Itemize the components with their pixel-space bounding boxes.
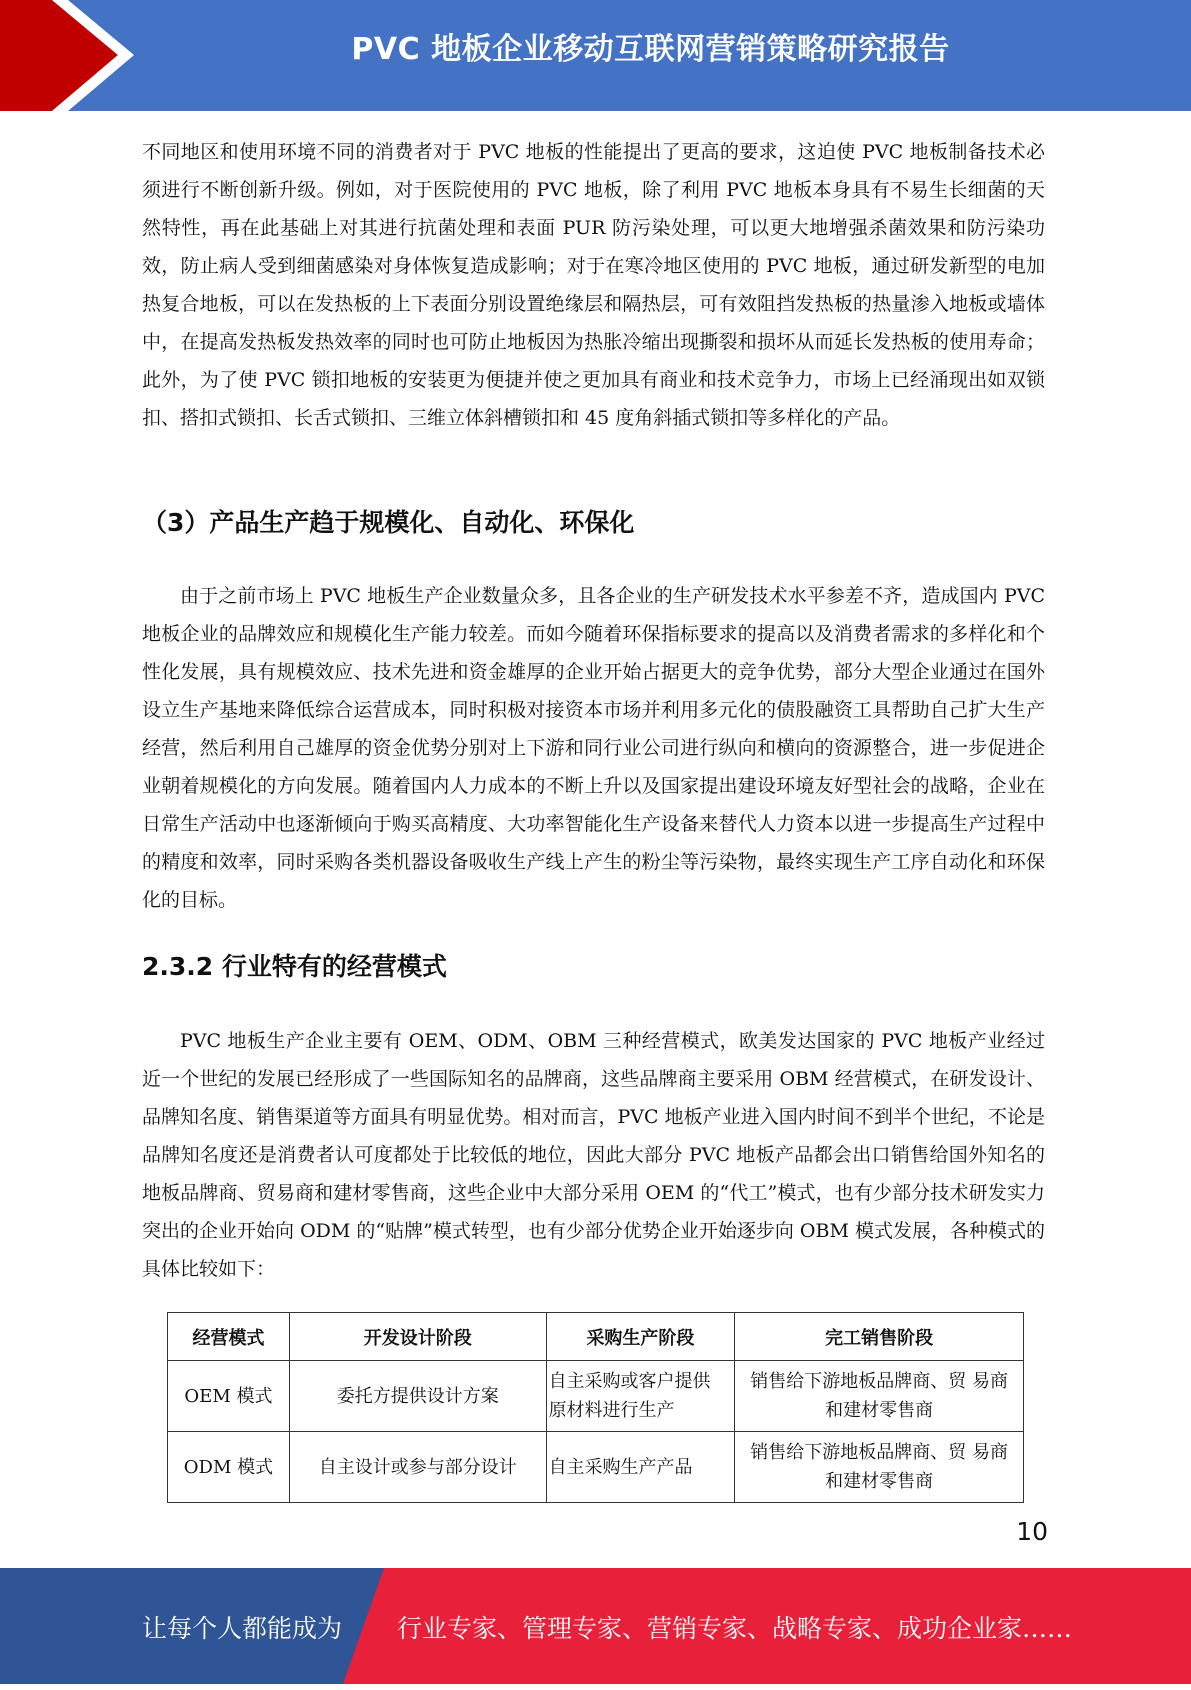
table-cell: 自主设计或参与部分设计 xyxy=(289,1432,546,1503)
page-number: 10 xyxy=(1016,1517,1048,1546)
page-header xyxy=(0,0,1191,111)
table-row xyxy=(168,1432,1024,1503)
business-model-table xyxy=(167,1312,1024,1503)
paragraph-business-models: PVC 地板生产企业主要有 OEM、ODM、OBM 三种经营模式，欧美发达国家的 PVC 地板产业经过近一个世纪的发展已经形成了一些国际知名的品牌商，这些品牌商主要采用 OBM 经营模式，在研发设计、品牌知名度、销售渠道等方面具有明显优势。相对而言，PVC 地板产业进入国内时间不到半个世纪，不论是品牌知名度还是消费者认可度都处于比较低的地位，因此大部分 PVC 地板产品都会出口销售给国外知名的地板品牌商、贸易商和建材零售商，这些企业中大部分采用 OEM 的“代工”模式，也有少部分技术研发实力突出的企业开始向 ODM 的“贴牌”模式转型，也有少部分优势企业开始逐步向 OBM 模式发展，各种模式的具体比较如下： xyxy=(142,1030,1045,1280)
table-cell: 销售给下游地板品牌商、贸 易商和建材零售商 xyxy=(735,1361,1024,1432)
column-header-sales: 完工销售阶段 xyxy=(735,1313,1024,1361)
table-row xyxy=(168,1361,1024,1432)
footer-slogan-right: 行业专家、管理专家、营销专家、战略专家、成功企业家…… xyxy=(397,1614,1073,1643)
page-footer xyxy=(0,1568,1191,1684)
table-cell: 自主采购生产产品 xyxy=(546,1432,735,1503)
table-cell: ODM 模式 xyxy=(168,1432,290,1503)
table-header-row xyxy=(168,1313,1024,1361)
paragraph-production-scale: 由于之前市场上 PVC 地板生产企业数量众多，且各企业的生产研发技术水平参差不齐，造成国内 PVC 地板企业的品牌效应和规模化生产能力较差。而如今随着环保指标要求的提高以及消费者需求的多样化和个性化发展，具有规模效应、技术先进和资金雄厚的企业开始占据更大的竞争优势，部分大型企业通过在国外设立生产基地来降低综合运营成本，同时积极对接资本市场并利用多元化的债股融资工具帮助自己扩大生产经营，然后利用自己雄厚的资金优势分别对上下游和同行业公司进行纵向和横向的资源整合，进一步促进企业朝着规模化的方向发展。随着国内人力成本的不断上升以及国家提出建设环境友好型社会的战略，企业在日常生产活动中也逐渐倾向于购买高精度、大功率智能化生产设备来替代人力资本以进一步提高生产过程中的精度和效率，同时采购各类机器设备吸收生产线上产生的粉尘等污染物，最终实现生产工序自动化和环保化的目标。 xyxy=(142,585,1045,911)
table-cell: 委托方提供设计方案 xyxy=(289,1361,546,1432)
table-cell: 自主采购或客户提供原材料进行生产 xyxy=(546,1361,735,1432)
column-header-production: 采购生产阶段 xyxy=(546,1313,735,1361)
table-cell: OEM 模式 xyxy=(168,1361,290,1432)
table-cell: 销售给下游地板品牌商、贸 易商和建材零售商 xyxy=(735,1432,1024,1503)
column-header-design: 开发设计阶段 xyxy=(289,1313,546,1361)
footer-slogan-left: 让每个人都能成为 xyxy=(142,1614,343,1643)
report-title: PVC 地板企业移动互联网营销策略研究报告 xyxy=(351,32,950,67)
section-heading-production-trend: （3）产品生产趋于规模化、自动化、环保化 xyxy=(142,508,635,537)
column-header-mode: 经营模式 xyxy=(168,1313,290,1361)
section-heading-business-model: 2.3.2 行业特有的经营模式 xyxy=(142,952,447,981)
paragraph-product-innovation: 不同地区和使用环境不同的消费者对于 PVC 地板的性能提出了更高的要求，这迫使 PVC 地板制备技术必须进行不断创新升级。例如，对于医院使用的 PVC 地板，除了利用 PVC 地板本身具有不易生长细菌的天然特性，再在此基础上对其进行抗菌处理和表面 PUR 防污染处理，可以更大地增强杀菌效果和防污染功效，防止病人受到细菌感染对身体恢复造成影响；对于在寒冷地区使用的 PVC 地板，通过研发新型的电加热复合地板，可以在发热板的上下表面分别设置绝缘层和隔热层，可有效阻挡发热板的热量渗入地板或墙体中，在提高发热板发热效率的同时也可防止地板因为热胀冷缩出现撕裂和损坏从而延长发热板的使用寿命；此外，为了使 PVC 锁扣地板的安装更为便捷并使之更加具有商业和技术竞争力，市场上已经涌现出如双锁扣、搭扣式锁扣、长舌式锁扣、三维立体斜槽锁扣和 45 度角斜插式锁扣等多样化的产品。 xyxy=(142,141,1045,429)
